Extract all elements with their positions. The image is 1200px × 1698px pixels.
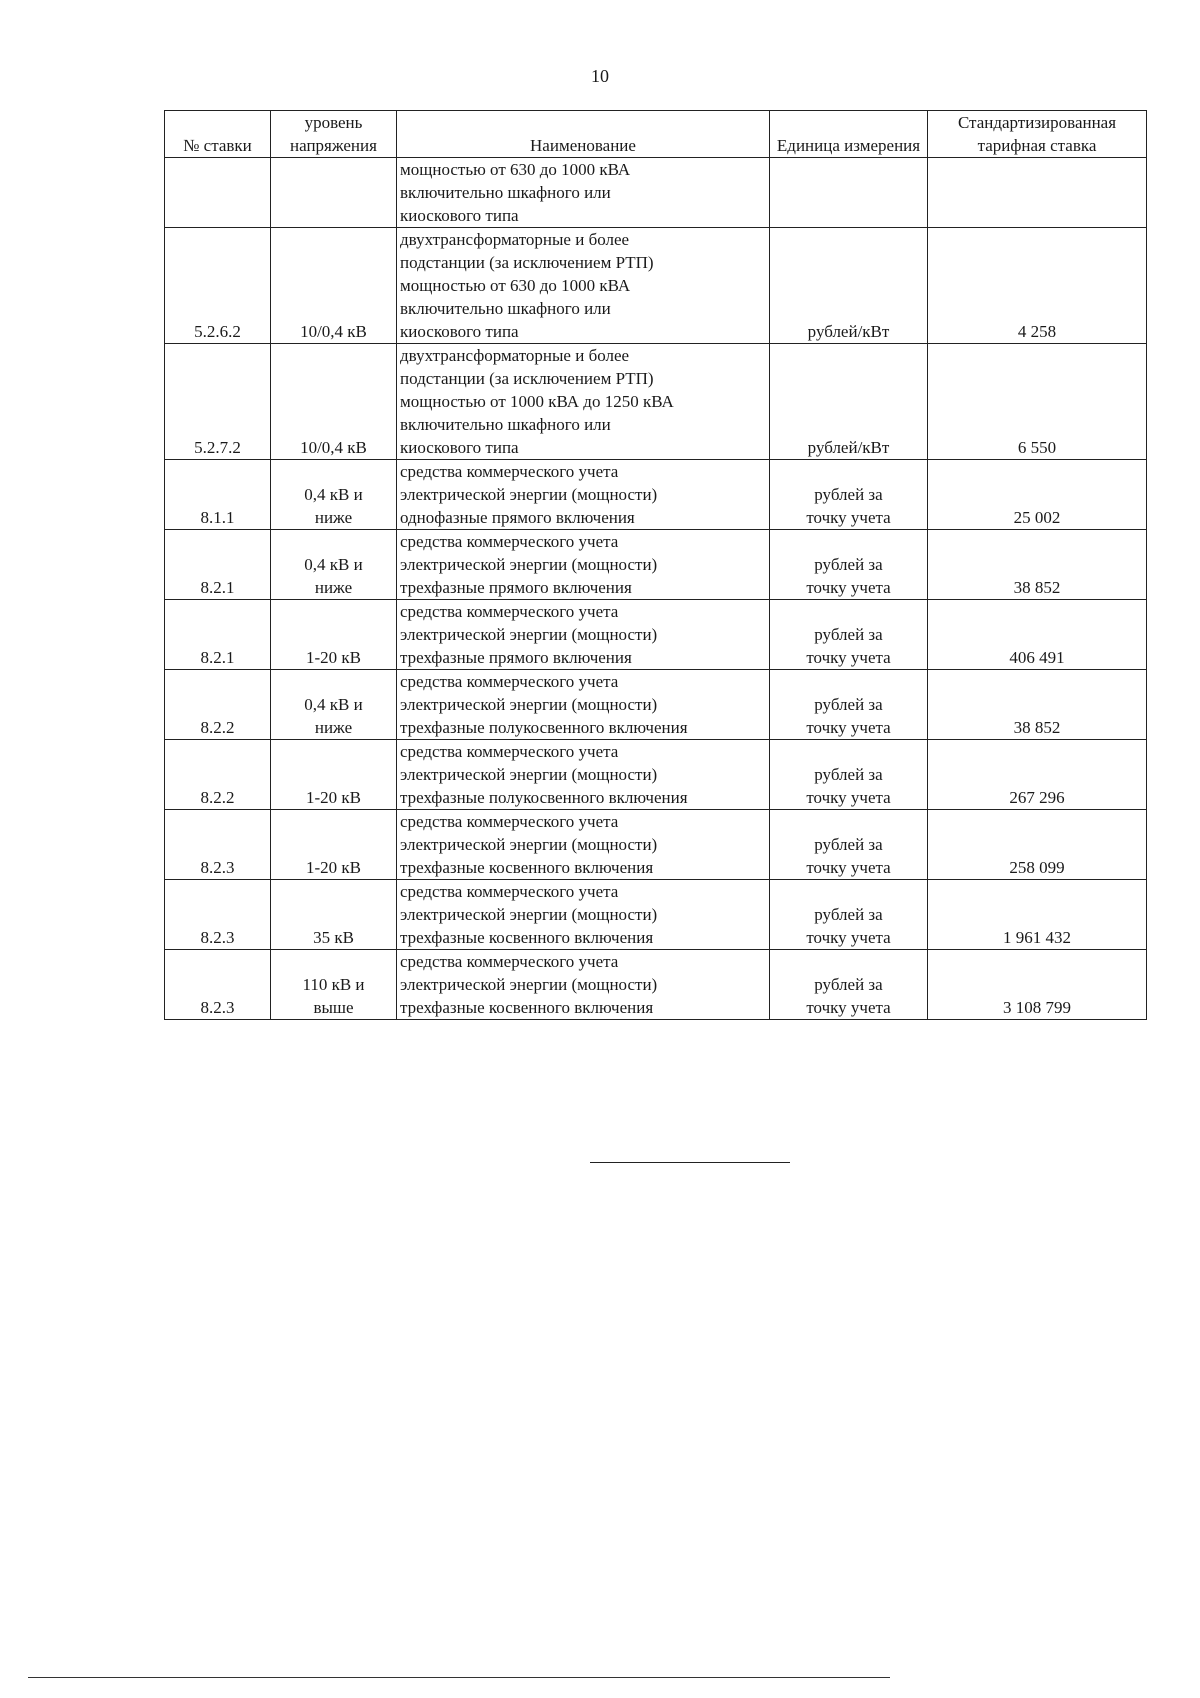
cell-rate-number: 5.2.7.2 xyxy=(165,344,271,460)
cell-name: средства коммерческого учета электрической энергии (мощности) трехфазные косвенного включения xyxy=(397,950,770,1020)
table-header xyxy=(165,111,1147,158)
cell-standard-rate: 258 099 xyxy=(928,810,1147,880)
cell-unit: рублей/кВт xyxy=(770,344,928,460)
cell-name: средства коммерческого учета электрической энергии (мощности) трехфазные прямого включения xyxy=(397,530,770,600)
tariff-table xyxy=(164,110,1147,1020)
table-body xyxy=(165,158,1147,1020)
page-number: 10 xyxy=(591,66,609,86)
cell-rate-number: 8.2.1 xyxy=(165,530,271,600)
header-row xyxy=(165,111,1147,158)
cell-voltage-level: 0,4 кВ и ниже xyxy=(271,460,397,530)
cell-rate-number: 8.2.1 xyxy=(165,600,271,670)
cell-name: двухтрансформаторные и более подстанции (за исключением РТП) мощностью от 1000 кВА до 1250 кВА включительно шкафного или киоскового типа xyxy=(397,344,770,460)
cell-name: средства коммерческого учета электрической энергии (мощности) трехфазные косвенного включения xyxy=(397,810,770,880)
header-rate-number: № ставки xyxy=(165,111,271,158)
cell-voltage-level: 0,4 кВ и ниже xyxy=(271,670,397,740)
cell-rate-number: 8.2.2 xyxy=(165,670,271,740)
cell-unit: рублей за точку учета xyxy=(770,600,928,670)
bottom-rule xyxy=(28,1677,890,1678)
cell-voltage-level xyxy=(271,158,397,228)
table-row xyxy=(165,158,1147,228)
cell-rate-number: 8.1.1 xyxy=(165,460,271,530)
cell-voltage-level: 110 кВ и выше xyxy=(271,950,397,1020)
cell-name: мощностью от 630 до 1000 кВА включительно шкафного или киоскового типа xyxy=(397,158,770,228)
cell-voltage-level: 35 кВ xyxy=(271,880,397,950)
cell-unit: рублей за точку учета xyxy=(770,530,928,600)
header-voltage-level: уровень напряжения xyxy=(271,111,397,158)
cell-voltage-level: 1-20 кВ xyxy=(271,600,397,670)
header-unit: Единица измерения xyxy=(770,111,928,158)
header-standard-rate: Стандартизированная тарифная ставка xyxy=(928,111,1147,158)
table-row xyxy=(165,600,1147,670)
separator-line xyxy=(590,1162,790,1163)
table-row xyxy=(165,670,1147,740)
table-row xyxy=(165,950,1147,1020)
cell-unit: рублей/кВт xyxy=(770,228,928,344)
cell-standard-rate: 267 296 xyxy=(928,740,1147,810)
cell-standard-rate: 406 491 xyxy=(928,600,1147,670)
cell-standard-rate xyxy=(928,158,1147,228)
cell-name: средства коммерческого учета электрической энергии (мощности) трехфазные прямого включения xyxy=(397,600,770,670)
cell-standard-rate: 38 852 xyxy=(928,530,1147,600)
header-name: Наименование xyxy=(397,111,770,158)
table-row xyxy=(165,530,1147,600)
cell-name: двухтрансформаторные и более подстанции (за исключением РТП) мощностью от 630 до 1000 кВА включительно шкафного или киоскового типа xyxy=(397,228,770,344)
cell-unit: рублей за точку учета xyxy=(770,670,928,740)
cell-name: средства коммерческого учета электрической энергии (мощности) однофазные прямого включения xyxy=(397,460,770,530)
table-row xyxy=(165,344,1147,460)
table-row xyxy=(165,460,1147,530)
cell-unit: рублей за точку учета xyxy=(770,950,928,1020)
table-row xyxy=(165,810,1147,880)
cell-standard-rate: 25 002 xyxy=(928,460,1147,530)
cell-standard-rate: 4 258 xyxy=(928,228,1147,344)
cell-voltage-level: 10/0,4 кВ xyxy=(271,228,397,344)
cell-rate-number: 8.2.3 xyxy=(165,950,271,1020)
table-row xyxy=(165,740,1147,810)
cell-voltage-level: 1-20 кВ xyxy=(271,740,397,810)
table-row xyxy=(165,880,1147,950)
cell-name: средства коммерческого учета электрической энергии (мощности) трехфазные полукосвенного включения xyxy=(397,670,770,740)
cell-voltage-level: 1-20 кВ xyxy=(271,810,397,880)
cell-standard-rate: 3 108 799 xyxy=(928,950,1147,1020)
cell-rate-number: 8.2.3 xyxy=(165,810,271,880)
cell-unit xyxy=(770,158,928,228)
cell-unit: рублей за точку учета xyxy=(770,740,928,810)
cell-unit: рублей за точку учета xyxy=(770,880,928,950)
cell-rate-number: 5.2.6.2 xyxy=(165,228,271,344)
cell-unit: рублей за точку учета xyxy=(770,810,928,880)
cell-voltage-level: 10/0,4 кВ xyxy=(271,344,397,460)
cell-name: средства коммерческого учета электрической энергии (мощности) трехфазные косвенного включения xyxy=(397,880,770,950)
cell-name: средства коммерческого учета электрической энергии (мощности) трехфазные полукосвенного включения xyxy=(397,740,770,810)
cell-standard-rate: 1 961 432 xyxy=(928,880,1147,950)
cell-rate-number xyxy=(165,158,271,228)
cell-voltage-level: 0,4 кВ и ниже xyxy=(271,530,397,600)
cell-rate-number: 8.2.2 xyxy=(165,740,271,810)
cell-standard-rate: 38 852 xyxy=(928,670,1147,740)
cell-rate-number: 8.2.3 xyxy=(165,880,271,950)
cell-standard-rate: 6 550 xyxy=(928,344,1147,460)
table-row xyxy=(165,228,1147,344)
cell-unit: рублей за точку учета xyxy=(770,460,928,530)
